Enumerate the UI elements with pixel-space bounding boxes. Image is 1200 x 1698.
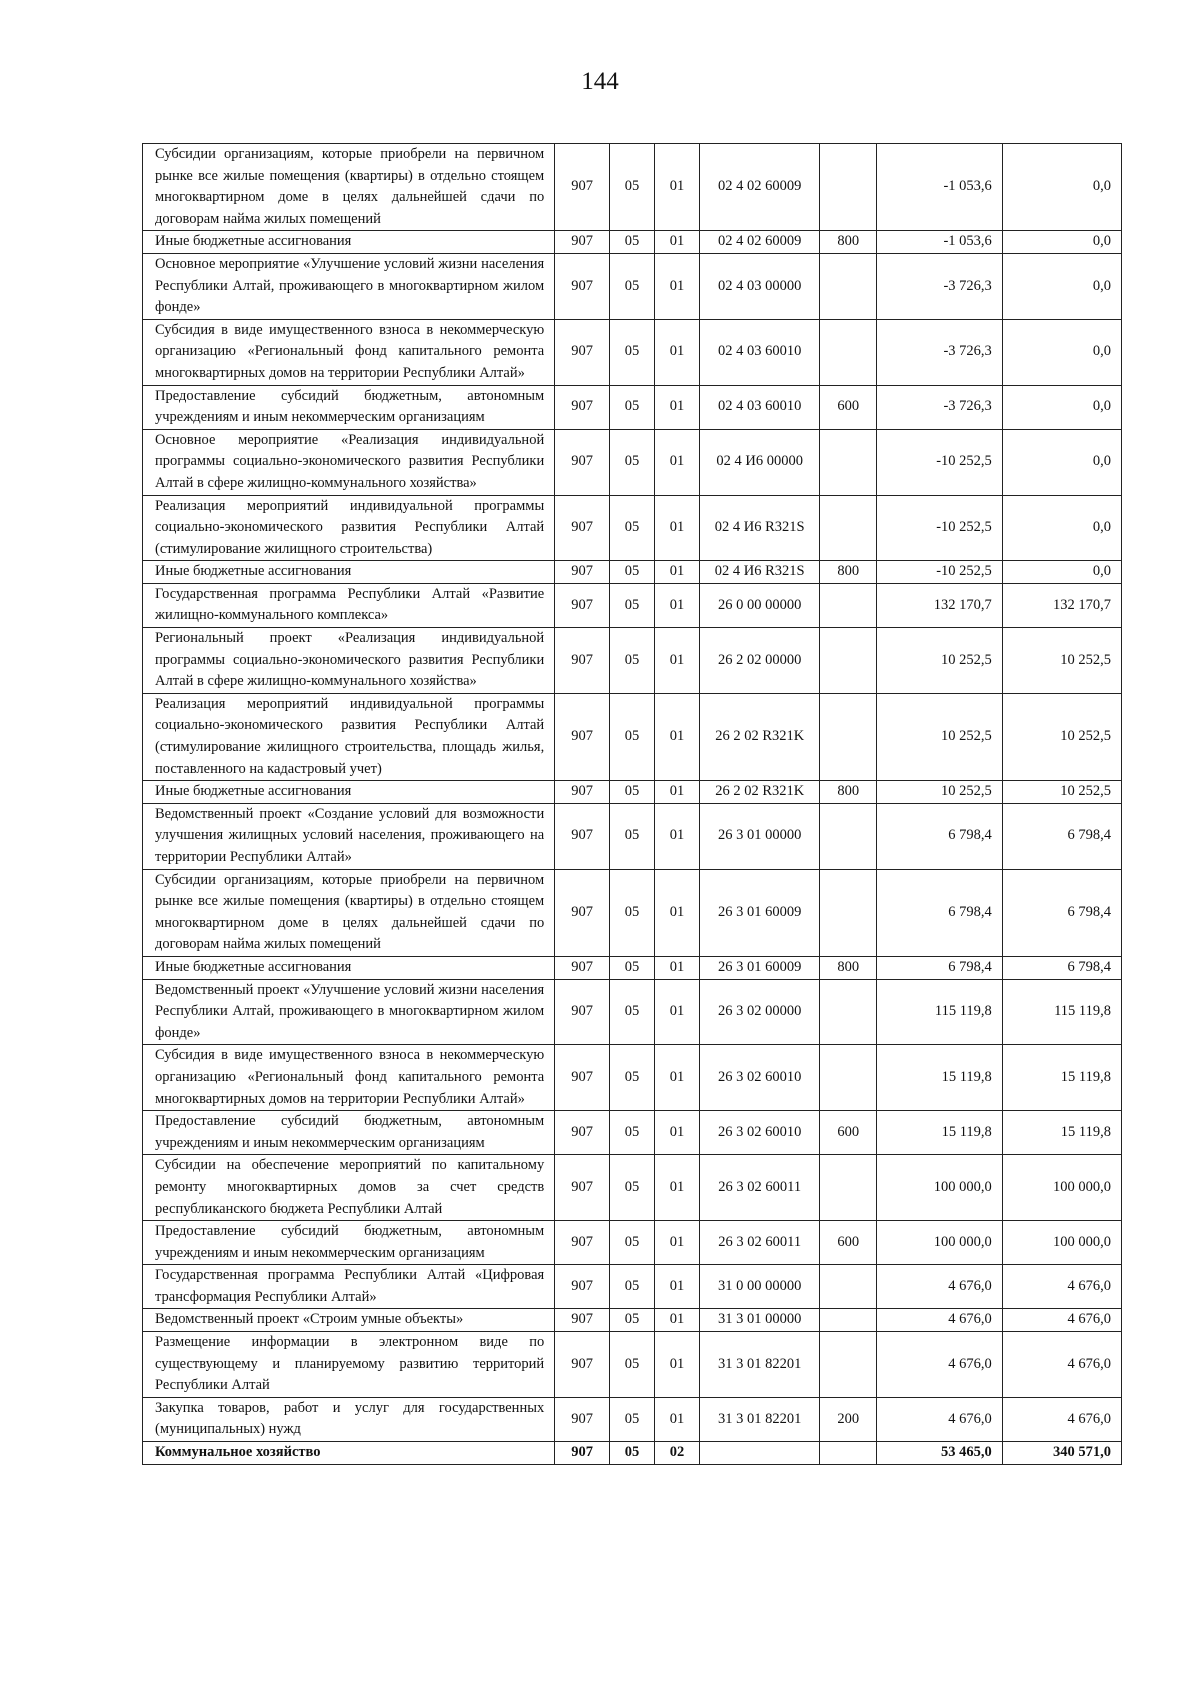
row-ved-cell: 907 — [555, 781, 610, 804]
row-amount-2-cell: 4 676,0 — [1002, 1309, 1121, 1332]
row-amount-1-cell: 10 252,5 — [877, 628, 1003, 694]
table-row — [143, 495, 1122, 561]
row-ved-cell: 907 — [555, 956, 610, 979]
row-amount-2-cell: 0,0 — [1002, 429, 1121, 495]
row-ved-cell: 907 — [555, 1397, 610, 1441]
row-subsection-cell: 01 — [655, 1045, 700, 1111]
row-target-article-cell: 02 4 И6 R321S — [700, 561, 820, 584]
row-ved-cell: 907 — [555, 1221, 610, 1265]
table-row — [143, 253, 1122, 319]
row-amount-2-cell: 6 798,4 — [1002, 803, 1121, 869]
row-ved-cell: 907 — [555, 495, 610, 561]
row-expense-type-cell: 600 — [820, 1111, 877, 1155]
row-target-article-cell: 26 3 02 60010 — [700, 1111, 820, 1155]
row-section-cell: 05 — [609, 628, 654, 694]
table-row — [143, 869, 1122, 956]
row-target-article-cell: 31 0 00 00000 — [700, 1265, 820, 1309]
row-amount-1-cell: -3 726,3 — [877, 319, 1003, 385]
row-section-cell: 05 — [609, 1111, 654, 1155]
row-subsection-cell: 01 — [655, 979, 700, 1045]
row-amount-1-cell: -10 252,5 — [877, 495, 1003, 561]
table-row — [143, 1397, 1122, 1441]
row-ved-cell: 907 — [555, 628, 610, 694]
row-amount-1-cell: 10 252,5 — [877, 693, 1003, 780]
row-target-article-cell: 26 2 02 R321K — [700, 781, 820, 804]
table-row — [143, 1442, 1122, 1465]
row-subsection-cell: 01 — [655, 429, 700, 495]
row-section-cell: 05 — [609, 1332, 654, 1398]
row-subsection-cell: 01 — [655, 319, 700, 385]
row-subsection-cell: 01 — [655, 1155, 700, 1221]
table-row — [143, 956, 1122, 979]
row-amount-1-cell: 4 676,0 — [877, 1265, 1003, 1309]
table-row — [143, 1111, 1122, 1155]
row-target-article-cell: 26 2 02 R321K — [700, 693, 820, 780]
table-row — [143, 1045, 1122, 1111]
row-expense-type-cell — [820, 1332, 877, 1398]
row-section-cell: 05 — [609, 231, 654, 254]
table-row — [143, 583, 1122, 627]
row-name-cell: Иные бюджетные ассигнования — [143, 231, 555, 254]
row-amount-2-cell: 340 571,0 — [1002, 1442, 1121, 1465]
row-target-article-cell: 02 4 02 60009 — [700, 231, 820, 254]
row-amount-1-cell: -10 252,5 — [877, 561, 1003, 584]
row-target-article-cell: 02 4 И6 R321S — [700, 495, 820, 561]
row-name-cell: Коммунальное хозяйство — [143, 1442, 555, 1465]
row-amount-1-cell: 53 465,0 — [877, 1442, 1003, 1465]
row-section-cell: 05 — [609, 1397, 654, 1441]
row-target-article-cell: 26 3 02 60011 — [700, 1155, 820, 1221]
row-ved-cell: 907 — [555, 1309, 610, 1332]
row-expense-type-cell — [820, 1045, 877, 1111]
row-section-cell: 05 — [609, 385, 654, 429]
row-amount-2-cell: 0,0 — [1002, 385, 1121, 429]
row-amount-1-cell: 115 119,8 — [877, 979, 1003, 1045]
row-expense-type-cell — [820, 583, 877, 627]
row-target-article-cell: 26 0 00 00000 — [700, 583, 820, 627]
row-ved-cell: 907 — [555, 979, 610, 1045]
row-subsection-cell: 01 — [655, 1265, 700, 1309]
row-expense-type-cell — [820, 979, 877, 1045]
table-row — [143, 144, 1122, 231]
row-target-article-cell: 26 3 02 60010 — [700, 1045, 820, 1111]
row-amount-2-cell: 0,0 — [1002, 561, 1121, 584]
row-subsection-cell: 01 — [655, 561, 700, 584]
row-section-cell: 05 — [609, 561, 654, 584]
row-amount-2-cell: 100 000,0 — [1002, 1155, 1121, 1221]
row-amount-1-cell: 15 119,8 — [877, 1111, 1003, 1155]
table-row — [143, 693, 1122, 780]
row-amount-1-cell: -3 726,3 — [877, 253, 1003, 319]
row-target-article-cell: 31 3 01 00000 — [700, 1309, 820, 1332]
row-section-cell: 05 — [609, 1442, 654, 1465]
row-section-cell: 05 — [609, 583, 654, 627]
row-ved-cell: 907 — [555, 803, 610, 869]
row-ved-cell: 907 — [555, 1155, 610, 1221]
row-name-cell: Закупка товаров, работ и услуг для государственных (муниципальных) нужд — [143, 1397, 555, 1441]
row-ved-cell: 907 — [555, 1442, 610, 1465]
row-expense-type-cell: 800 — [820, 781, 877, 804]
row-subsection-cell: 01 — [655, 144, 700, 231]
row-ved-cell: 907 — [555, 429, 610, 495]
row-amount-2-cell: 6 798,4 — [1002, 956, 1121, 979]
row-expense-type-cell — [820, 1265, 877, 1309]
row-section-cell: 05 — [609, 144, 654, 231]
row-amount-1-cell: -10 252,5 — [877, 429, 1003, 495]
row-ved-cell: 907 — [555, 319, 610, 385]
row-ved-cell: 907 — [555, 385, 610, 429]
row-section-cell: 05 — [609, 495, 654, 561]
row-name-cell: Предоставление субсидий бюджетным, автономным учреждениям и иным некоммерческим организациям — [143, 385, 555, 429]
row-ved-cell: 907 — [555, 1332, 610, 1398]
row-ved-cell: 907 — [555, 1111, 610, 1155]
row-amount-2-cell: 10 252,5 — [1002, 693, 1121, 780]
row-name-cell: Субсидии организациям, которые приобрели на первичном рынке все жилые помещения (квартиры) в отдельно стоящем многоквартирном доме в целях дальнейшей сдачи по договорам найма жилых помещений — [143, 869, 555, 956]
row-ved-cell: 907 — [555, 144, 610, 231]
row-amount-2-cell: 6 798,4 — [1002, 869, 1121, 956]
row-ved-cell: 907 — [555, 231, 610, 254]
row-subsection-cell: 01 — [655, 869, 700, 956]
row-section-cell: 05 — [609, 319, 654, 385]
row-amount-2-cell: 4 676,0 — [1002, 1397, 1121, 1441]
row-amount-2-cell: 10 252,5 — [1002, 781, 1121, 804]
row-section-cell: 05 — [609, 693, 654, 780]
row-expense-type-cell — [820, 628, 877, 694]
row-name-cell: Субсидия в виде имущественного взноса в некоммерческую организацию «Региональный фонд капитального ремонта многоквартирных домов на территории Республики Алтай» — [143, 319, 555, 385]
row-amount-1-cell: 10 252,5 — [877, 781, 1003, 804]
row-amount-2-cell: 0,0 — [1002, 231, 1121, 254]
table-row — [143, 319, 1122, 385]
row-section-cell: 05 — [609, 1265, 654, 1309]
table-row — [143, 628, 1122, 694]
row-name-cell: Региональный проект «Реализация индивидуальной программы социально-экономического развития Республики Алтай в сфере жилищно-коммунального хозяйства» — [143, 628, 555, 694]
row-name-cell: Государственная программа Республики Алтай «Цифровая трансформация Республики Алтай» — [143, 1265, 555, 1309]
row-expense-type-cell — [820, 144, 877, 231]
row-amount-2-cell: 0,0 — [1002, 319, 1121, 385]
row-subsection-cell: 02 — [655, 1442, 700, 1465]
row-name-cell: Предоставление субсидий бюджетным, автономным учреждениям и иным некоммерческим организациям — [143, 1111, 555, 1155]
row-amount-2-cell: 115 119,8 — [1002, 979, 1121, 1045]
row-amount-2-cell: 10 252,5 — [1002, 628, 1121, 694]
row-target-article-cell: 02 4 И6 00000 — [700, 429, 820, 495]
row-ved-cell: 907 — [555, 869, 610, 956]
row-subsection-cell: 01 — [655, 1332, 700, 1398]
row-amount-1-cell: -1 053,6 — [877, 144, 1003, 231]
row-amount-1-cell: 4 676,0 — [877, 1332, 1003, 1398]
row-section-cell: 05 — [609, 979, 654, 1045]
row-amount-1-cell: 4 676,0 — [877, 1397, 1003, 1441]
table-row — [143, 385, 1122, 429]
budget-table — [142, 143, 1122, 1465]
row-name-cell: Ведомственный проект «Строим умные объекты» — [143, 1309, 555, 1332]
row-name-cell: Ведомственный проект «Создание условий для возможности улучшения жилищных условий населения, проживающего на территории Республики Алтай» — [143, 803, 555, 869]
row-ved-cell: 907 — [555, 1045, 610, 1111]
row-amount-1-cell: 6 798,4 — [877, 803, 1003, 869]
row-expense-type-cell: 800 — [820, 956, 877, 979]
row-subsection-cell: 01 — [655, 495, 700, 561]
row-target-article-cell — [700, 1442, 820, 1465]
row-name-cell: Субсидии организациям, которые приобрели на первичном рынке все жилые помещения (квартиры) в отдельно стоящем многоквартирном доме в целях дальнейшей сдачи по договорам найма жилых помещений — [143, 144, 555, 231]
table-row — [143, 781, 1122, 804]
row-target-article-cell: 26 3 02 60011 — [700, 1221, 820, 1265]
row-target-article-cell: 26 3 01 60009 — [700, 956, 820, 979]
row-amount-2-cell: 4 676,0 — [1002, 1332, 1121, 1398]
table-row — [143, 1332, 1122, 1398]
row-section-cell: 05 — [609, 1309, 654, 1332]
row-target-article-cell: 26 2 02 00000 — [700, 628, 820, 694]
row-target-article-cell: 31 3 01 82201 — [700, 1332, 820, 1398]
row-target-article-cell: 26 3 01 60009 — [700, 869, 820, 956]
row-section-cell: 05 — [609, 803, 654, 869]
row-subsection-cell: 01 — [655, 385, 700, 429]
row-subsection-cell: 01 — [655, 781, 700, 804]
row-expense-type-cell — [820, 693, 877, 780]
row-expense-type-cell — [820, 253, 877, 319]
row-name-cell: Субсидия в виде имущественного взноса в некоммерческую организацию «Региональный фонд капитального ремонта многоквартирных домов на территории Республики Алтай» — [143, 1045, 555, 1111]
row-amount-2-cell: 0,0 — [1002, 144, 1121, 231]
row-expense-type-cell — [820, 1155, 877, 1221]
row-ved-cell: 907 — [555, 583, 610, 627]
row-amount-2-cell: 132 170,7 — [1002, 583, 1121, 627]
row-expense-type-cell — [820, 429, 877, 495]
table-row — [143, 1221, 1122, 1265]
row-amount-1-cell: -1 053,6 — [877, 231, 1003, 254]
table-row — [143, 803, 1122, 869]
row-name-cell: Основное мероприятие «Улучшение условий жизни населения Республики Алтай, проживающего в многоквартирном жилом фонде» — [143, 253, 555, 319]
row-amount-1-cell: 4 676,0 — [877, 1309, 1003, 1332]
row-ved-cell: 907 — [555, 253, 610, 319]
row-target-article-cell: 26 3 01 00000 — [700, 803, 820, 869]
row-expense-type-cell: 800 — [820, 561, 877, 584]
row-target-article-cell: 02 4 03 00000 — [700, 253, 820, 319]
row-section-cell: 05 — [609, 1045, 654, 1111]
row-amount-2-cell: 4 676,0 — [1002, 1265, 1121, 1309]
row-amount-1-cell: -3 726,3 — [877, 385, 1003, 429]
row-name-cell: Предоставление субсидий бюджетным, автономным учреждениям и иным некоммерческим организациям — [143, 1221, 555, 1265]
row-section-cell: 05 — [609, 781, 654, 804]
row-target-article-cell: 31 3 01 82201 — [700, 1397, 820, 1441]
row-name-cell: Иные бюджетные ассигнования — [143, 561, 555, 584]
row-name-cell: Иные бюджетные ассигнования — [143, 956, 555, 979]
row-amount-2-cell: 15 119,8 — [1002, 1111, 1121, 1155]
table-row — [143, 1265, 1122, 1309]
row-amount-2-cell: 0,0 — [1002, 495, 1121, 561]
table-row — [143, 979, 1122, 1045]
table-row — [143, 1155, 1122, 1221]
table-row — [143, 231, 1122, 254]
row-section-cell: 05 — [609, 956, 654, 979]
row-subsection-cell: 01 — [655, 956, 700, 979]
row-subsection-cell: 01 — [655, 1397, 700, 1441]
row-section-cell: 05 — [609, 253, 654, 319]
row-subsection-cell: 01 — [655, 253, 700, 319]
row-section-cell: 05 — [609, 1221, 654, 1265]
row-subsection-cell: 01 — [655, 693, 700, 780]
table-row — [143, 561, 1122, 584]
row-section-cell: 05 — [609, 1155, 654, 1221]
row-amount-1-cell: 15 119,8 — [877, 1045, 1003, 1111]
row-expense-type-cell: 600 — [820, 385, 877, 429]
row-expense-type-cell — [820, 1309, 877, 1332]
row-subsection-cell: 01 — [655, 1111, 700, 1155]
row-amount-1-cell: 6 798,4 — [877, 869, 1003, 956]
row-expense-type-cell: 800 — [820, 231, 877, 254]
row-target-article-cell: 02 4 03 60010 — [700, 385, 820, 429]
row-ved-cell: 907 — [555, 1265, 610, 1309]
row-expense-type-cell — [820, 803, 877, 869]
row-target-article-cell: 26 3 02 00000 — [700, 979, 820, 1045]
row-expense-type-cell — [820, 869, 877, 956]
row-amount-2-cell: 100 000,0 — [1002, 1221, 1121, 1265]
row-name-cell: Государственная программа Республики Алтай «Развитие жилищно-коммунального комплекса» — [143, 583, 555, 627]
row-expense-type-cell — [820, 1442, 877, 1465]
row-expense-type-cell: 600 — [820, 1221, 877, 1265]
row-subsection-cell: 01 — [655, 628, 700, 694]
row-amount-1-cell: 132 170,7 — [877, 583, 1003, 627]
row-ved-cell: 907 — [555, 561, 610, 584]
row-subsection-cell: 01 — [655, 1309, 700, 1332]
row-name-cell: Размещение информации в электронном виде по существующему и планируемому развитию территорий Республики Алтай — [143, 1332, 555, 1398]
row-subsection-cell: 01 — [655, 231, 700, 254]
row-expense-type-cell — [820, 319, 877, 385]
row-name-cell: Реализация мероприятий индивидуальной программы социально-экономического развития Республики Алтай (стимулирование жилищного строительства) — [143, 495, 555, 561]
row-subsection-cell: 01 — [655, 1221, 700, 1265]
row-amount-2-cell: 0,0 — [1002, 253, 1121, 319]
row-name-cell: Основное мероприятие «Реализация индивидуальной программы социально-экономического развития Республики Алтай в сфере жилищно-коммунального хозяйства» — [143, 429, 555, 495]
row-ved-cell: 907 — [555, 693, 610, 780]
row-amount-1-cell: 100 000,0 — [877, 1221, 1003, 1265]
row-name-cell: Субсидии на обеспечение мероприятий по капитальному ремонту многоквартирных домов за счет средств республиканского бюджета Республики Алтай — [143, 1155, 555, 1221]
row-expense-type-cell — [820, 495, 877, 561]
row-name-cell: Реализация мероприятий индивидуальной программы социально-экономического развития Республики Алтай (стимулирование жилищного строительства, площадь жилья, поставленного на кадастровый учет) — [143, 693, 555, 780]
row-subsection-cell: 01 — [655, 803, 700, 869]
row-section-cell: 05 — [609, 429, 654, 495]
row-amount-2-cell: 15 119,8 — [1002, 1045, 1121, 1111]
table-row — [143, 1309, 1122, 1332]
row-name-cell: Иные бюджетные ассигнования — [143, 781, 555, 804]
table-row — [143, 429, 1122, 495]
row-target-article-cell: 02 4 02 60009 — [700, 144, 820, 231]
row-subsection-cell: 01 — [655, 583, 700, 627]
row-name-cell: Ведомственный проект «Улучшение условий жизни населения Республики Алтай, проживающего в многоквартирном жилом фонде» — [143, 979, 555, 1045]
row-amount-1-cell: 100 000,0 — [877, 1155, 1003, 1221]
row-amount-1-cell: 6 798,4 — [877, 956, 1003, 979]
row-target-article-cell: 02 4 03 60010 — [700, 319, 820, 385]
page-number: 144 — [581, 68, 619, 95]
row-section-cell: 05 — [609, 869, 654, 956]
row-expense-type-cell: 200 — [820, 1397, 877, 1441]
